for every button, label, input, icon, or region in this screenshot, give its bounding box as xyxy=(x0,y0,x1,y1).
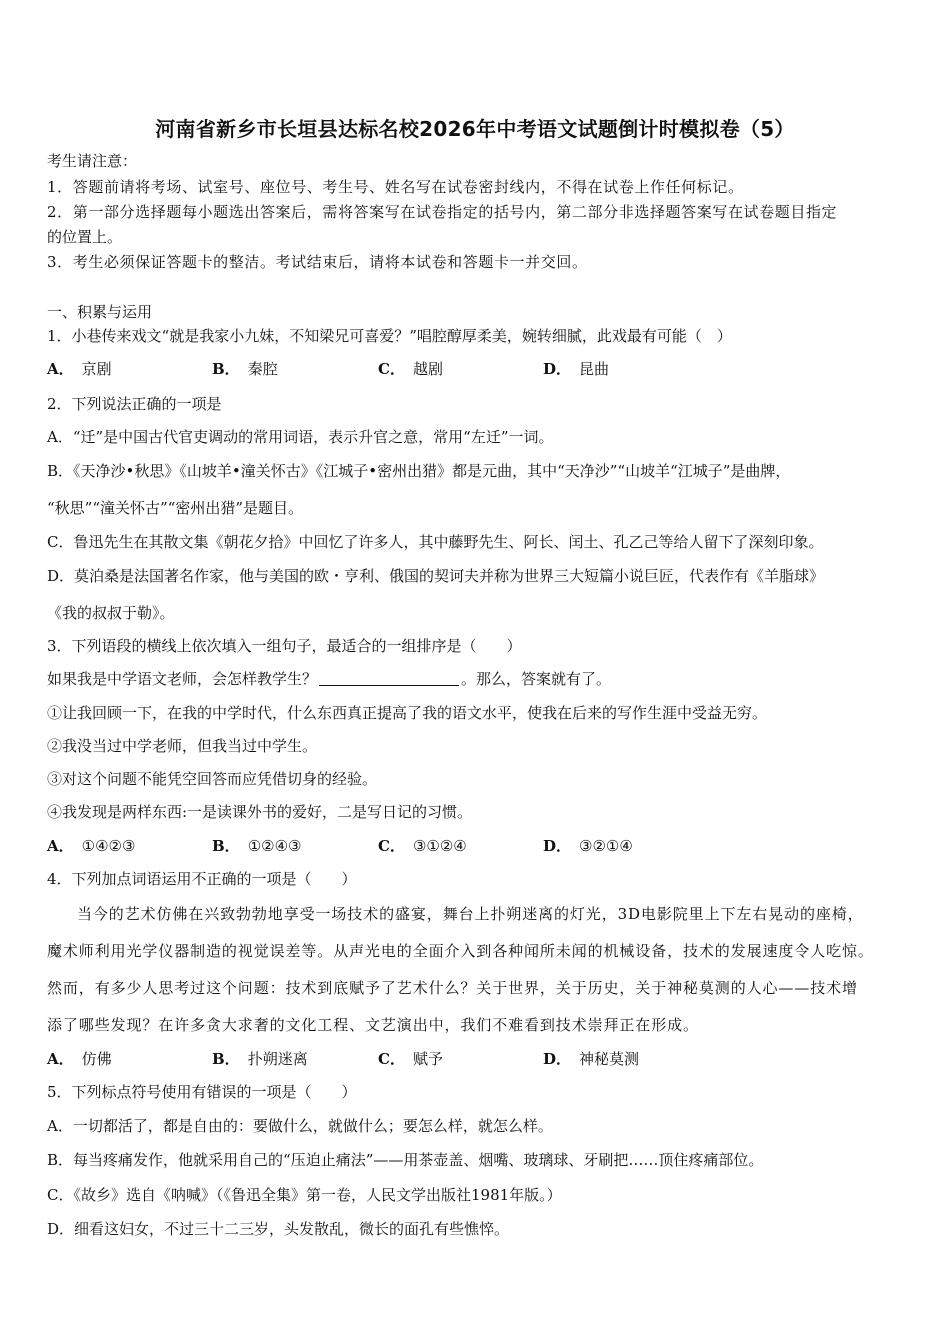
q5-stem: 5．下列标点符号使用有错误的一项是（ ） xyxy=(47,1083,357,1101)
q2-option-a: A．“迁”是中国古代官吏调动的常用词语，表示升官之意，常用“左迁”一词。 xyxy=(47,428,554,446)
q5-option-d: D．细看这妇女，不过三十二三岁，头发散乱，微长的面孔有些憔悴。 xyxy=(47,1220,510,1238)
q3-blank xyxy=(319,671,459,686)
q2-stem: 2．下列说法正确的一项是 xyxy=(47,395,222,413)
q4-passage-line-4: 添了哪些发现？在许多贪大求奢的文化工程、文艺演出中，我们不难看到技术崇拜正在形成。 xyxy=(47,1016,699,1034)
q4-passage-line-2: 魔术师利用光学仪器制造的视觉误差等。从声光电的全面介入到各种闻所未闻的机械设备，技术的发展速度令人吃惊。 xyxy=(47,942,874,960)
q4-passage-line-1: 当今的艺术仿佛在兴致勃勃地享受一场技术的盛宴，舞台上扑朔迷离的灯光，3D电影院里上下左右晃动的座椅， xyxy=(77,905,864,923)
q2-option-c: C．鲁迅先生在其散文集《朝花夕拾》中回忆了许多人，其中藤野先生、阿长、闰土、孔乙己等给人留下了深刻印象。 xyxy=(47,533,824,551)
q3-option-b: B． ①②④③ xyxy=(212,837,302,855)
q1-option-a: A． 京剧 xyxy=(47,360,112,378)
q4-passage-line-3: 然而，有多少人思考过这个问题：技术到底赋予了艺术什么？关于世界，关于历史，关于神秘莫测的人心——技术增 xyxy=(47,979,858,997)
notice-item-2: 2．第一部分选择题每小题选出答案后，需将答案写在试卷指定的括号内，第二部分非选择题答案写在试卷题目指定 xyxy=(47,203,838,221)
q3-option-a: A． ①④②③ xyxy=(47,837,136,855)
page-title: 河南省新乡市长垣县达标名校2026年中考语文试题倒计时模拟卷（5） xyxy=(155,117,795,141)
q4-option-a: A． 仿佛 xyxy=(47,1050,112,1068)
q3-sentence-3: ③对这个问题不能凭空回答而应凭借切身的经验。 xyxy=(47,770,378,788)
notice-item-3: 3．考生必须保证答题卡的整洁。考试结束后，请将本试卷和答题卡一并交回。 xyxy=(47,253,588,271)
q3-option-c: C． ③①②④ xyxy=(378,837,467,855)
q5-option-b: B．每当疼痛发作，他就采用自己的“压迫止痛法”——用茶壶盖、烟嘴、玻璃球、牙刷把……顶住疼痛部位。 xyxy=(47,1151,764,1169)
q1-option-c: C． 越剧 xyxy=(378,360,443,378)
q2-option-b-cont: “秋思”“潼关怀古”“密州出猎”是题目。 xyxy=(47,499,304,517)
q2-option-d-cont: 《我的叔叔于勒》。 xyxy=(47,604,175,622)
q2-option-d: D．莫泊桑是法国著名作家，他与美国的欧・亨利、俄国的契诃夫并称为世界三大短篇小说巨匠，代表作有《羊脂球》 xyxy=(47,567,825,585)
q2-option-b: B．《天净沙•秋思》《山坡羊•潼关怀古》《江城子•密州出猎》都是元曲，其中“天净沙”“山坡羊“江城子”是曲牌， xyxy=(47,462,791,480)
q5-option-a: A．一切都活了，都是自由的：要做什么，就做什么；要怎么样，就怎么样。 xyxy=(47,1117,553,1135)
q3-sentence-4: ④我发现是两样东西:一是读课外书的爱好，二是写日记的习惯。 xyxy=(47,803,473,821)
q3-option-d: D． ③②①④ xyxy=(543,837,633,855)
q4-stem: 4．下列加点词语运用不正确的一项是（ ） xyxy=(47,870,357,888)
notice-heading: 考生请注意： xyxy=(47,152,138,170)
notice-item-2-cont: 的位置上。 xyxy=(47,228,123,246)
notice-item-1: 1．答题前请将考场、试室号、座位号、考生号、姓名写在试卷密封线内，不得在试卷上作任何标记。 xyxy=(47,178,744,196)
q1-option-d: D． 昆曲 xyxy=(543,360,610,378)
q4-option-d: D． 神秘莫测 xyxy=(543,1050,640,1068)
q4-option-c: C． 赋予 xyxy=(378,1050,443,1068)
q3-sentence-2: ②我没当过中学老师，但我当过中学生。 xyxy=(47,737,318,755)
q4-option-b: B． 扑朔迷离 xyxy=(212,1050,308,1068)
q3-sentence-1: ①让我回顾一下，在我的中学时代，什么东西真正提高了我的语文水平，使我在后来的写作生涯中受益无穷。 xyxy=(47,704,768,722)
section-heading: 一、积累与运用 xyxy=(47,303,153,321)
q1-option-b: B． 秦腔 xyxy=(212,360,278,378)
q3-stem: 3．下列语段的横线上依次填入一组句子，最适合的一组排序是（ ） xyxy=(47,637,522,655)
q5-option-c: C．《故乡》选自《呐喊》（《鲁迅全集》第一卷，人民文学出版社1981年版。） xyxy=(47,1186,562,1204)
q1-stem: 1．小巷传来戏文“就是我家小九妹，不知梁兄可喜爱？”唱腔醇厚柔美，婉转细腻，此戏最有可能（ ） xyxy=(47,327,732,345)
q3-context: 如果我是中学语文老师，会怎样教学生？ 。那么，答案就有了。 xyxy=(47,670,612,688)
